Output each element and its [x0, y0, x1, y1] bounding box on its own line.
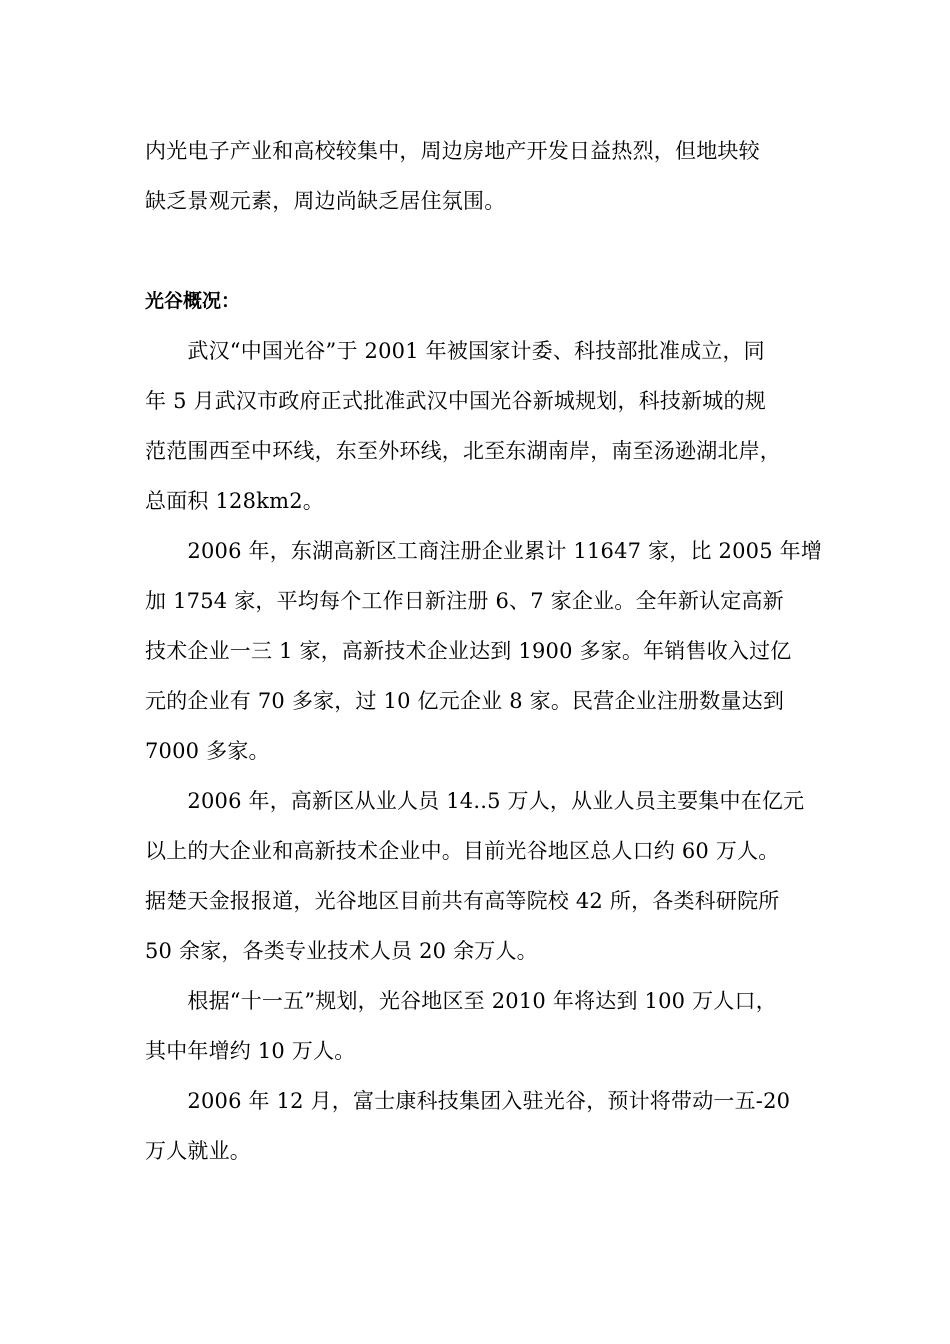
intro-paragraph [145, 126, 815, 226]
text-line: 2006 年 12 月，富士康科技集团入驻光谷，预计将带动一五-20 [145, 1089, 791, 1113]
text-line: 缺乏景观元素，周边尚缺乏居住氛围。 [145, 189, 506, 213]
paragraph-foxconn [145, 1076, 815, 1176]
text-line: 2006 年，高新区从业人员 14..5 万人，从业人员主要集中在亿元 [145, 789, 805, 813]
text-line: 以上的大企业和高新技术企业中。目前光谷地区总人口约 60 万人。 [145, 839, 780, 863]
section-heading: 光谷概况： [145, 290, 241, 312]
text-line: 武汉“中国光谷”于 2001 年被国家计委、科技部批准成立，同 [145, 339, 765, 363]
text-line: 总面积 128km2。 [145, 489, 324, 513]
text-line: 年 5 月武汉市政府正式批准武汉中国光谷新城规划，科技新城的规 [145, 389, 766, 413]
paragraph-population [145, 776, 815, 976]
text-line: 技术企业一三 1 家，高新技术企业达到 1900 多家。年销售收入过亿 [145, 639, 792, 663]
text-line: 元的企业有 70 多家，过 10 亿元企业 8 家。民营企业注册数量达到 [145, 689, 785, 713]
text-line: 据楚天金报报道，光谷地区目前共有高等院校 42 所，各类科研院所 [145, 889, 780, 913]
text-line: 范范围西至中环线，东至外环线，北至东湖南岸，南至汤逊湖北岸， [145, 439, 781, 463]
text-line: 50 余家，各类专业技术人员 20 余万人。 [145, 939, 538, 963]
text-line: 2006 年，东湖高新区工商注册企业累计 11647 家，比 2005 年增 [145, 539, 823, 563]
text-line: 加 1754 家，平均每个工作日新注册 6、7 家企业。全年新认定高新 [145, 589, 784, 613]
text-line: 其中年增约 10 万人。 [145, 1039, 356, 1063]
text-line: 7000 多家。 [145, 739, 270, 763]
text-line: 万人就业。 [145, 1139, 251, 1163]
paragraph-enterprises [145, 526, 823, 776]
paragraph-founding [145, 326, 815, 526]
text-line: 根据“十一五”规划，光谷地区至 2010 年将达到 100 万人口， [145, 989, 777, 1013]
text-line: 内光电子产业和高校较集中，周边房地产开发日益热烈，但地块较 [145, 139, 760, 163]
paragraph-plan [145, 976, 815, 1076]
